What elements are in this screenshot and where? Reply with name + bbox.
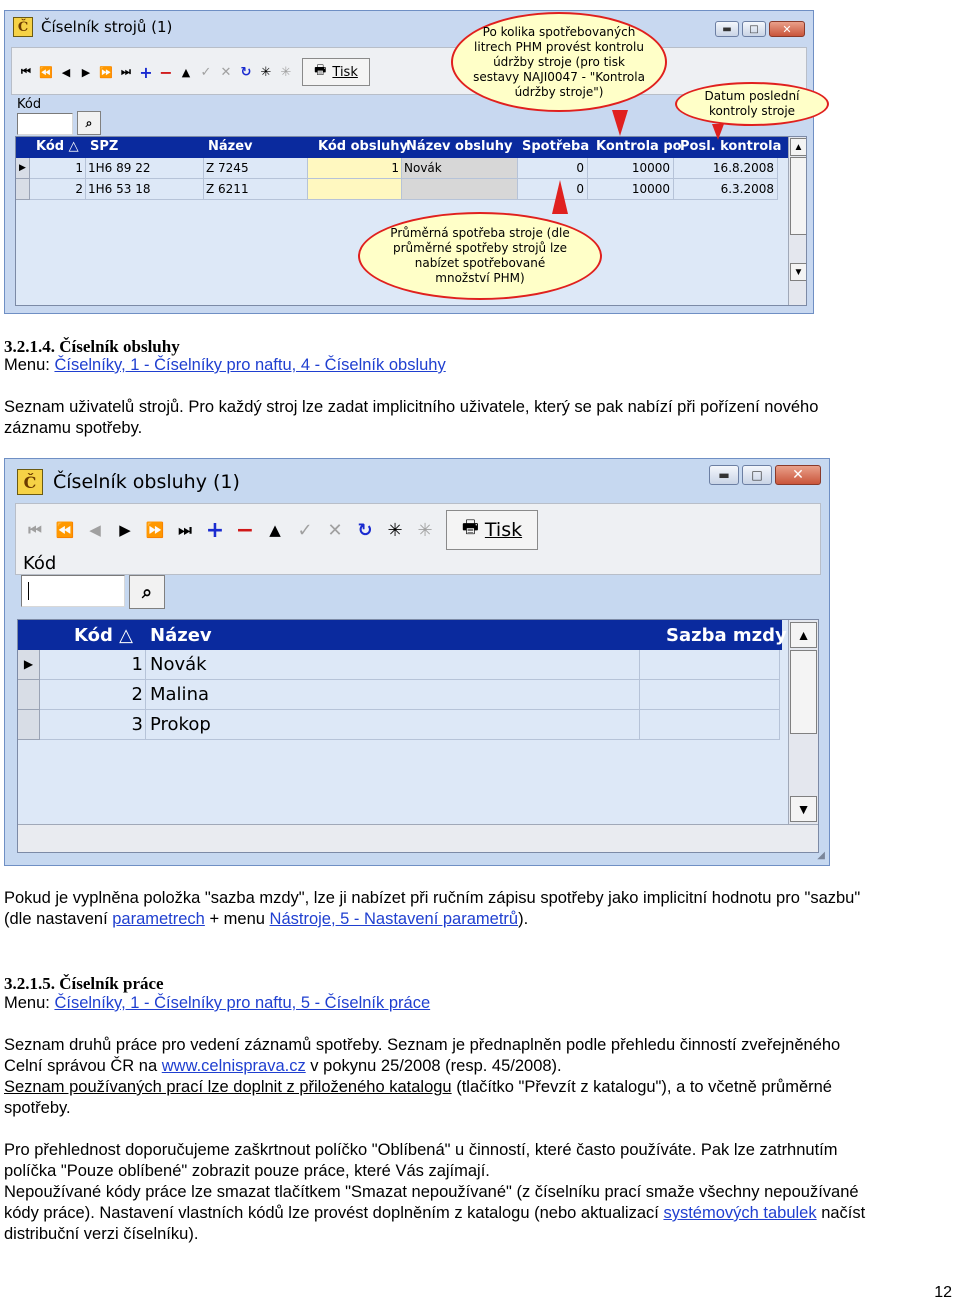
- scroll-thumb[interactable]: [790, 650, 817, 734]
- cell-nazev: Malina: [146, 680, 640, 710]
- first-record-icon[interactable]: ⏮: [21, 65, 31, 78]
- next-page-icon[interactable]: ⏩: [99, 65, 113, 79]
- cell-nazev-obsluhy: [402, 179, 518, 200]
- next-record-icon[interactable]: ▶: [119, 521, 131, 539]
- filter-icon[interactable]: ✳: [387, 519, 403, 541]
- scroll-up-icon[interactable]: ▲: [790, 622, 817, 648]
- delete-icon[interactable]: −: [159, 62, 173, 82]
- col-sazba[interactable]: Sazba mzdy: [666, 625, 787, 646]
- last-record-icon[interactable]: ⏭: [178, 521, 192, 539]
- stroje-grid-header: [16, 137, 788, 158]
- paragraph-line-with-link: [4, 1056, 562, 1077]
- col-kod[interactable]: Kód △: [74, 625, 134, 646]
- paragraph-line: [4, 1077, 832, 1098]
- obsluha-titlebar[interactable]: [5, 459, 829, 505]
- cell-kod: 2: [40, 680, 146, 710]
- callout-datum-tail: [712, 124, 724, 140]
- callout-kontrola: Po kolika spotřebovaných litrech PHM provést kontrolu údržby stroje (pro tisk sestavy NAJI0047 - "Kontrola údržby stroje"): [451, 12, 667, 112]
- print-label: Tisk: [332, 64, 358, 80]
- cell-nazev: Prokop: [146, 710, 640, 740]
- binoculars-icon: ⌕: [141, 581, 153, 603]
- text-span: kódy práce). Nastavení vlastních kódů lze provést doplněním z katalogu (nebo aktualizací: [4, 1204, 664, 1222]
- edit-icon[interactable]: ▲: [181, 65, 191, 79]
- printer-icon: 🖶: [314, 63, 327, 78]
- row-indicator: [16, 179, 30, 200]
- text-span: ).: [518, 910, 529, 928]
- cell-kod: 3: [40, 710, 146, 740]
- last-record-icon[interactable]: ⏭: [121, 65, 131, 78]
- section-heading-prace: 3.2.1.5. Číselník práce: [4, 974, 164, 993]
- paragraph-line-with-links: [4, 909, 528, 930]
- horizontal-scroll-track[interactable]: [18, 824, 818, 852]
- print-button[interactable]: [302, 58, 370, 86]
- cell-sazba: [640, 710, 780, 740]
- col-posl-kontrola[interactable]: Posl. kontrola: [680, 139, 782, 154]
- print-button[interactable]: [446, 510, 538, 550]
- cell-kod: 1: [30, 158, 86, 179]
- col-nazev[interactable]: Název: [150, 625, 212, 646]
- print-label: Tisk: [484, 519, 523, 541]
- table-row[interactable]: [18, 680, 782, 710]
- text-cursor: [28, 582, 29, 600]
- binoculars-icon: ⌕: [85, 115, 93, 130]
- printer-icon: 🖶: [461, 517, 479, 538]
- filter-icon[interactable]: ✳: [260, 64, 272, 80]
- paragraph-line: políčka "Pouze oblíbené" zobrazit pouze práce, které Vás zajímají.: [4, 1162, 490, 1180]
- cell-nazev-obsluhy: Novák: [402, 158, 518, 179]
- col-spz[interactable]: SPZ: [90, 139, 119, 154]
- minimize-icon[interactable]: ▬: [715, 21, 739, 37]
- confirm-icon[interactable]: ✓: [297, 519, 313, 541]
- paragraph-line: Seznam druhů práce pro vedení záznamů spotřeby. Seznam je přednaplněn podle přehledu činností zveřejněného: [4, 1036, 841, 1054]
- col-kontrola-po[interactable]: Kontrola po: [596, 139, 682, 154]
- menu-prefix: Menu:: [4, 994, 55, 1012]
- row-indicator: [18, 710, 40, 740]
- refresh-icon[interactable]: ↻: [357, 519, 373, 541]
- col-spotreba[interactable]: Spotřeba: [522, 139, 590, 154]
- link-celnisprava[interactable]: www.celnisprava.cz: [161, 1057, 306, 1075]
- section-heading-obsluha: 3.2.1.4. Číselník obsluhy: [4, 337, 180, 356]
- menu-link-obsluha[interactable]: Číselníky, 1 - Číselníky pro naftu, 4 - Číselník obsluhy: [54, 356, 446, 374]
- maximize-icon[interactable]: □: [742, 21, 766, 37]
- col-nazev-obsluhy[interactable]: Název obsluhy: [406, 139, 513, 154]
- stroje-titlebar[interactable]: [5, 11, 813, 43]
- link-parametrech[interactable]: parametrech: [112, 910, 205, 928]
- cell-nazev: Z 6211: [204, 179, 308, 200]
- find-button[interactable]: [77, 111, 101, 135]
- cancel-icon[interactable]: ✕: [327, 519, 343, 541]
- cell-posl-kontrola: 6.3.2008: [674, 179, 778, 200]
- table-row[interactable]: [18, 710, 782, 740]
- resize-grip-icon[interactable]: ◢: [817, 850, 825, 861]
- close-icon[interactable]: ✕: [775, 465, 821, 485]
- callout-kontrola-tail: [612, 110, 628, 136]
- table-row[interactable]: [18, 650, 782, 680]
- table-row[interactable]: [16, 158, 788, 179]
- table-row[interactable]: [16, 179, 788, 200]
- next-page-icon[interactable]: ⏩: [145, 521, 165, 539]
- menu-prefix: Menu:: [4, 356, 55, 374]
- app-icon: Č: [17, 469, 43, 495]
- callout-spotreba-tail: [552, 180, 568, 214]
- obsluha-window: [4, 458, 830, 866]
- cell-sazba: [640, 680, 780, 710]
- add-icon[interactable]: +: [139, 62, 153, 82]
- obsluha-grid: [17, 619, 819, 853]
- cell-nazev: Z 7245: [204, 158, 308, 179]
- close-icon[interactable]: ✕: [769, 21, 805, 37]
- obsluha-scrollbar[interactable]: [788, 620, 818, 824]
- kod-search-input[interactable]: [21, 575, 125, 607]
- app-icon: Č: [13, 17, 33, 37]
- obsluha-nav-toolbar: [20, 510, 538, 550]
- text-span: Celní správou ČR na: [4, 1057, 162, 1075]
- prev-page-icon[interactable]: ⏪: [55, 521, 75, 539]
- cell-posl-kontrola: 16.8.2008: [674, 158, 778, 179]
- paragraph-line: spotřeby.: [4, 1099, 71, 1117]
- col-kod-obsluhy[interactable]: Kód obsluhy: [318, 139, 409, 154]
- menu-path-prace: [4, 993, 430, 1014]
- stroje-nav-toolbar: [16, 58, 370, 86]
- cell-kod-obsluhy: [308, 179, 402, 200]
- stroje-title: Číselník strojů (1): [41, 18, 173, 36]
- next-record-icon[interactable]: ▶: [81, 65, 91, 79]
- cell-nazev: Novák: [146, 650, 640, 680]
- cell-kontrola-po: 10000: [588, 158, 674, 179]
- cell-kod-obsluhy: 1: [308, 158, 402, 179]
- filter-off-icon[interactable]: ✳: [417, 519, 433, 541]
- cell-spotreba: 0: [518, 158, 588, 179]
- cell-spz: 1H6 89 22: [86, 158, 204, 179]
- minimize-icon[interactable]: ▬: [709, 465, 739, 485]
- link-systemove-tabulky[interactable]: systémových tabulek: [663, 1204, 817, 1222]
- kod-search-input[interactable]: [17, 113, 73, 135]
- paragraph-line-with-link: [4, 1203, 865, 1224]
- prev-record-icon[interactable]: ◀: [61, 65, 71, 79]
- scroll-down-icon[interactable]: ▼: [790, 796, 817, 822]
- stroje-toolbar-panel: [11, 47, 807, 95]
- col-nazev[interactable]: Název: [208, 139, 253, 154]
- kod-label: Kód: [17, 97, 42, 112]
- cell-kontrola-po: 10000: [588, 179, 674, 200]
- obsluha-title: Číselník obsluhy (1): [53, 471, 240, 493]
- obsluha-toolbar-panel: [15, 503, 821, 575]
- page-number: 12: [934, 1284, 952, 1301]
- scroll-down-icon[interactable]: ▼: [790, 263, 807, 281]
- kod-label: Kód: [23, 553, 57, 574]
- paragraph-line: Pokud je vyplněna položka "sazba mzdy", lze ji nabízet při ručním zápisu spotřeby jako implicitní hodnotu pro "sazbu": [4, 889, 861, 907]
- menu-path-obsluha: [4, 355, 446, 376]
- obsluha-grid-header: [18, 620, 787, 650]
- text-span: (tlačítko "Převzít z katalogu"), a to včetně průměrné: [451, 1078, 832, 1096]
- stroje-scrollbar[interactable]: [788, 137, 807, 306]
- text-span: načíst: [816, 1204, 866, 1222]
- refresh-icon[interactable]: ↻: [240, 64, 252, 80]
- text-span: (dle nastavení: [4, 910, 113, 928]
- confirm-icon[interactable]: ✓: [200, 64, 212, 80]
- row-indicator: [18, 680, 40, 710]
- link-nastaveni-parametru[interactable]: Nástroje, 5 - Nastavení parametrů: [269, 910, 519, 928]
- scroll-thumb[interactable]: [790, 157, 807, 235]
- callout-datum: Datum poslední kontroly stroje: [675, 82, 829, 126]
- paragraph-line: záznamu spotřeby.: [4, 419, 143, 437]
- scroll-up-icon[interactable]: ▲: [790, 138, 807, 156]
- cell-kod: 2: [30, 179, 86, 200]
- prev-page-icon[interactable]: ⏪: [39, 65, 53, 79]
- find-button[interactable]: [129, 575, 165, 609]
- cell-kod: 1: [40, 650, 146, 680]
- prev-record-icon[interactable]: ◀: [89, 521, 101, 539]
- row-indicator: ▶: [16, 158, 30, 179]
- menu-link-prace[interactable]: Číselníky, 1 - Číselníky pro naftu, 5 - Číselník práce: [54, 994, 431, 1012]
- delete-icon[interactable]: −: [235, 517, 255, 543]
- text-span: v pokynu 25/2008 (resp. 45/2008).: [305, 1057, 562, 1075]
- col-kod[interactable]: Kód △: [36, 139, 79, 154]
- filter-off-icon[interactable]: ✳: [280, 64, 292, 80]
- paragraph-line: Nepoužívané kódy práce lze smazat tlačítkem "Smazat nepoužívané" (z číselníku prací smaže všechny nepoužívané: [4, 1183, 859, 1201]
- underlined-text: Seznam používaných prací lze doplnit z přiloženého katalogu: [4, 1078, 452, 1096]
- maximize-icon[interactable]: □: [742, 465, 772, 485]
- paragraph-line: distribuční verzi číselníku).: [4, 1225, 199, 1243]
- cell-sazba: [640, 650, 780, 680]
- row-indicator: ▶: [18, 650, 40, 680]
- callout-spotreba: Průměrná spotřeba stroje (dle průměrné spotřeby strojů lze nabízet spotřebované množství PHM): [358, 212, 602, 300]
- cancel-icon[interactable]: ✕: [220, 64, 232, 80]
- first-record-icon[interactable]: ⏮: [28, 521, 42, 539]
- paragraph-line: Pro přehlednost doporučujeme zaškrtnout políčko "Oblíbená" u činností, které často používáte. Pak lze zatrhnutím: [4, 1141, 838, 1159]
- text-span: + menu: [204, 910, 270, 928]
- paragraph-line: Seznam uživatelů strojů. Pro každý stroj lze zadat implicitního uživatele, který se pak nabízí při pořízení nového: [4, 398, 819, 416]
- edit-icon[interactable]: ▲: [269, 521, 281, 539]
- cell-spotreba: 0: [518, 179, 588, 200]
- cell-spz: 1H6 53 18: [86, 179, 204, 200]
- add-icon[interactable]: +: [205, 517, 225, 543]
